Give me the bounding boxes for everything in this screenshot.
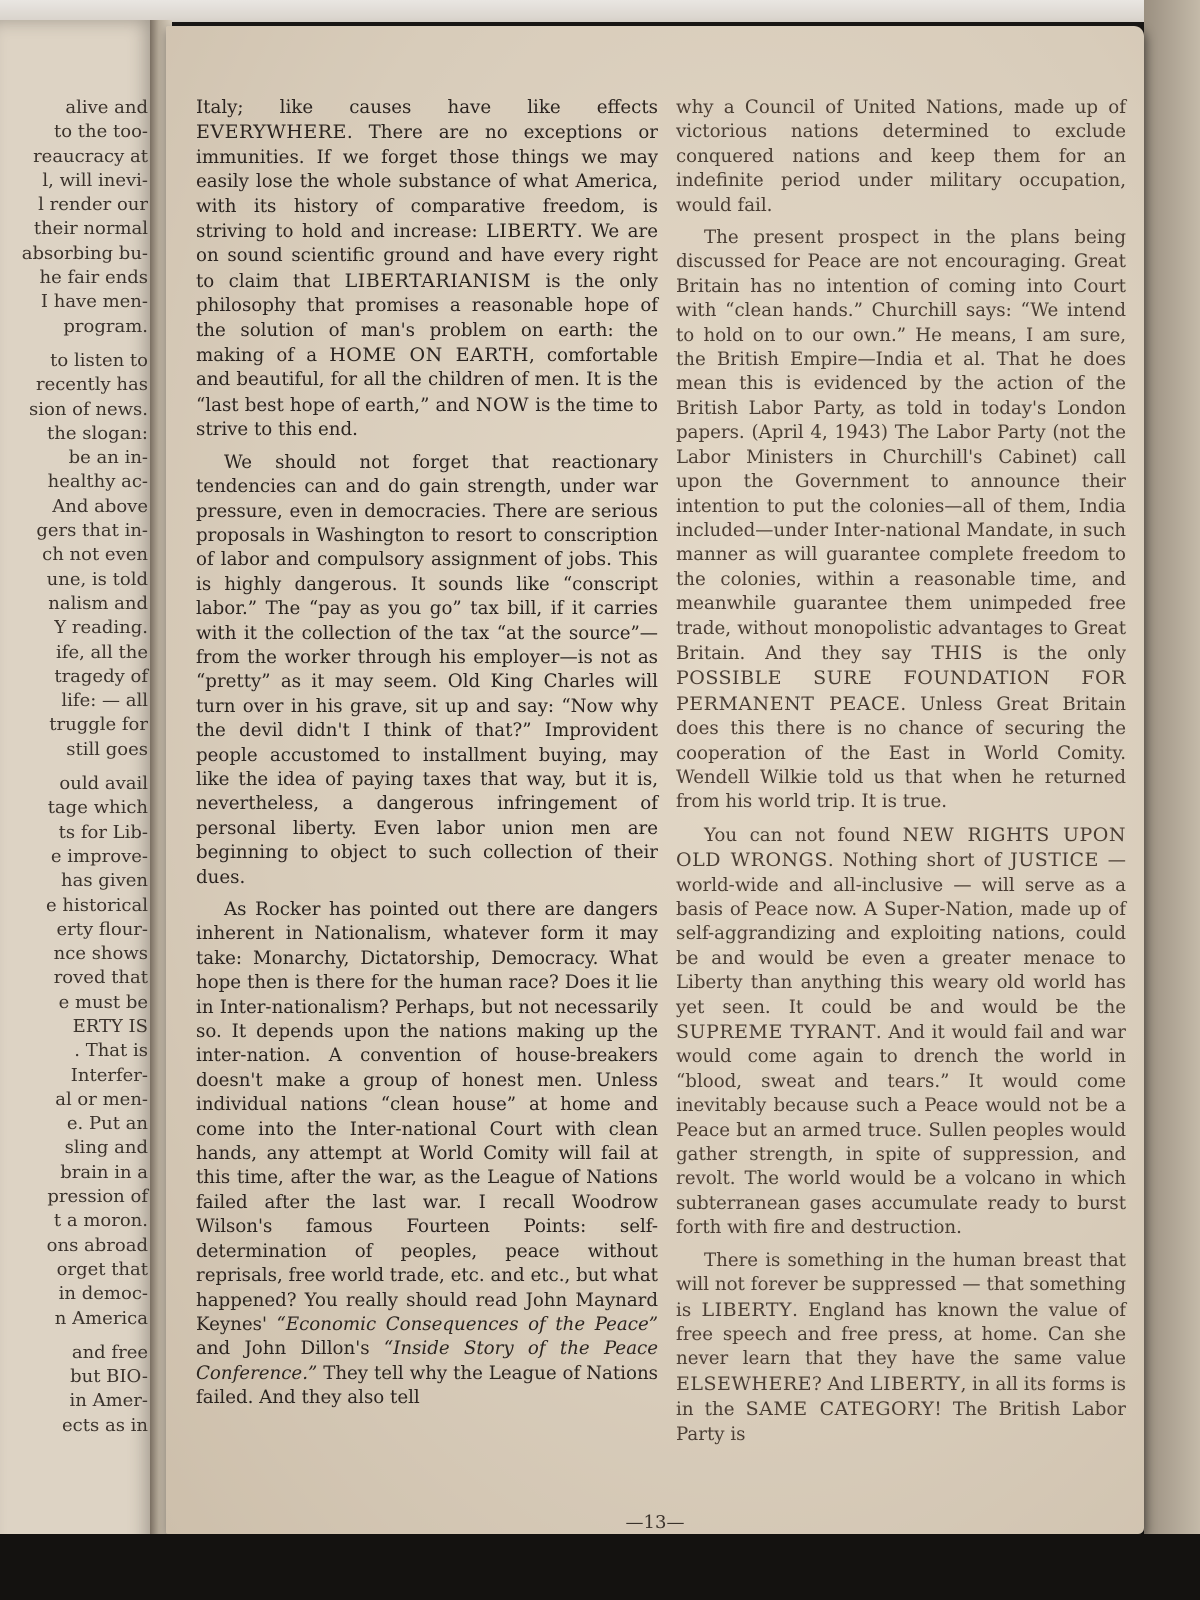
text-run: Italy; like causes have like effects: [196, 97, 658, 118]
text-run: The present prospect in the plans being discussed for Peace are not encouraging. Great Britain has no intention of coming into Court with “clean hands.” Churchill says: “We intend to hold on to our own.” He means, I am sure, the British Empire—India et al. That he does mean this is evidenced by the action of the British Labor Party, as told in today's London papers. (April 4, 1943) The Labor Party (not the Labor Ministers in Churchill's Cabinet) call upon the Government to announce their intention to put the colonies—all of them, India included—under Inter-national Mandate, in such manner as will guarantee complete freedom to the colonies, within a reasonable time, and meanwhile guarantee them unimpeded free trade, without monopolistic advantages to Great Britain. And they say: [676, 227, 1126, 664]
left-page-line: he fair ends: [39, 267, 148, 289]
left-page-line: nalism and: [48, 592, 148, 614]
left-page-line: e must be: [58, 991, 148, 1013]
left-page-line: Interfer-: [70, 1064, 148, 1086]
paragraph: [196, 898, 658, 1411]
left-page-text: [0, 96, 148, 1448]
caps-text: LIBERTARIANISM: [344, 269, 532, 292]
left-page-line: be an in-: [68, 447, 148, 469]
left-page-line: e historical: [46, 894, 148, 916]
left-page-line: e improve-: [50, 845, 148, 867]
left-page-line: and free: [71, 1341, 148, 1363]
text-run: . There are no exceptions or immunities. If we forget those things we may easily lose the whole substance of what America, with its history of comparative freedom, is striving to hold and increase:: [196, 122, 658, 243]
text-run: is the only philosophy that promises a reasonable hope of the solution of man's problem on earth: the making of a: [196, 270, 658, 367]
left-page-line: absorbing bu-: [21, 242, 148, 264]
left-page-line: l render our: [38, 194, 148, 216]
left-page-line: . That is: [74, 1040, 148, 1062]
left-page-line: n America: [54, 1307, 148, 1329]
left-page-line: truggle for: [49, 714, 148, 736]
background-right: [1144, 0, 1200, 1600]
left-page-line: pression of: [47, 1186, 148, 1208]
italic-title: “Inside Story of the Peace Conference.”: [196, 1338, 658, 1384]
left-page-line: And above: [52, 495, 148, 517]
left-page-line: I have men-: [40, 291, 148, 313]
left-page-line: but BIO-: [70, 1366, 148, 1388]
left-page-line: sling and: [64, 1137, 148, 1159]
page-number: —13—: [625, 1512, 685, 1533]
text-run: . England has known the value of free speech and free press, at home. Can she never learn that they have the same value: [676, 1299, 1127, 1370]
left-page-line: nce shows: [53, 943, 148, 965]
text-run: ? And: [812, 1373, 870, 1395]
left-page-line: brain in a: [60, 1161, 148, 1183]
left-page-line: e. Put an: [66, 1113, 148, 1135]
paragraph: [676, 823, 1126, 1241]
caps-text: ELSEWHERE: [676, 1372, 813, 1395]
text-run: is the time to strive to this end.: [196, 394, 658, 441]
left-page-line: their normal: [33, 218, 148, 240]
left-page-line: une, is told: [46, 568, 148, 590]
paragraph: We should not forget that reactionary tendencies can and do gain strength, under war pressure, even in democracies. There are serious proposals in Washington to resort to conscription of labor and compulsory assignment of jobs. This is highly dangerous. It sounds like “conscript labor.” The “pay as you go” tax bill, if it carries with it the collection of the tax “at the source”—from the worker through his employer—is not as “pretty” as it may seem. Old King Charles will turn over in his grave, sit up and say: “Now why the devil didn't I think of that?” Improvident people accustomed to installment buying, may like the idea of paying taxes that way, but it is, nevertheless, a dangerous infringement of personal liberty. Even labor union men are beginning to object to such collection of their dues.: [196, 451, 658, 888]
text-run: , comfortable and beautiful, for all the children of men. It is the “last best hope of earth,” and: [196, 345, 658, 416]
text-run: ! The British Labor Party is: [676, 1399, 1126, 1445]
left-page-line: sion of news.: [29, 398, 148, 420]
left-page-line: ERTY IS: [72, 1015, 148, 1037]
caps-text: NOW: [475, 393, 530, 416]
background-top: [0, 0, 1200, 22]
left-page-line: healthy ac-: [47, 471, 148, 493]
left-page-line: tragedy of: [54, 665, 148, 687]
paragraph: [676, 1249, 1126, 1447]
text-run: There is something in the human breast that will not forever be suppressed — that something is: [676, 1249, 1126, 1321]
caps-text: SAME CATEGORY: [745, 1398, 935, 1421]
left-page-line: to listen to: [50, 349, 148, 371]
left-page-line: ts for Lib-: [58, 821, 148, 843]
column-left: [196, 96, 658, 1419]
paragraph: [196, 96, 658, 443]
left-page-line: orget that: [56, 1258, 148, 1280]
left-page-line: reaucracy at: [33, 145, 148, 167]
left-page-line: roved that: [53, 967, 148, 989]
left-page-line: ons abroad: [46, 1234, 148, 1256]
caps-text: SUPREME TYRANT: [676, 1021, 876, 1044]
text-run: You can not found: [704, 824, 903, 846]
left-page-line: ife, all the: [56, 641, 148, 663]
left-page-line: erty flour-: [56, 918, 148, 940]
left-page-line: l, will inevi-: [42, 169, 148, 191]
text-run: is the only: [983, 642, 1126, 664]
background-bottom: [0, 1534, 1200, 1600]
caps-text: JUSTICE: [1010, 849, 1099, 872]
left-page-line: al or men-: [55, 1088, 148, 1110]
paragraph: [676, 226, 1126, 815]
left-page-line: gers that in-: [36, 520, 148, 542]
caps-text: LIBERTY: [486, 220, 577, 243]
left-page-group: [0, 349, 148, 762]
text-run: , in all its forms is in the: [676, 1373, 1127, 1421]
caps-text: EVERYWHERE: [196, 121, 347, 144]
left-page-line: recently has: [35, 374, 148, 396]
text-run: and John Dillon's: [196, 1338, 384, 1360]
left-page-line: ects as in: [62, 1414, 148, 1436]
left-page-line: ch not even: [42, 544, 148, 566]
left-page-line: in Amer-: [69, 1390, 148, 1412]
caps-text: HOME ON EARTH: [329, 344, 529, 367]
text-run: . Unless Great Britain does this there is no chance of securing the cooperation of the East in World Comity. Wendell Wilkie told us that when he returned from his world trip. It is true.: [676, 693, 1126, 813]
caps-text: NEW RIGHTS UPON OLD WRONGS: [676, 823, 1126, 872]
left-page-group: [0, 772, 148, 1331]
left-page-line: in democ-: [58, 1283, 148, 1305]
left-page-line: Y reading.: [54, 617, 148, 639]
caps-text: LIBERTY: [701, 1298, 793, 1321]
paragraph: why a Council of United Nations, made up of victorious nations determined to exclude conquered nations and keep them for an indefinite period under military occupation, would fail.: [676, 97, 1126, 216]
caps-text: LIBERTY: [869, 1372, 961, 1395]
left-page-line: life: — all: [61, 690, 148, 712]
left-page-line: still goes: [66, 738, 148, 760]
text-run: . We are on sound scientific ground and have every right to claim that: [196, 221, 658, 292]
text-run: — world-wide and all-inclusive — will serve as a basis of Peace now. A Super-Nation, made up of self-aggrandizing and exploiting nations, could be and would be even a greater menace to Liberty than anything this weary old world has yet seen. It could be and would be the: [676, 850, 1126, 1018]
left-page-line: ould avail: [59, 773, 148, 795]
left-page-group: [0, 1341, 148, 1438]
left-page-line: the slogan:: [47, 422, 148, 444]
text-run: . And it would fail and war would come again to drench the world in “blood, sweat and tears.” It would come inevitably because such a Peace would not be a Peace but an armed truce. Sullen peoples would gather strength, in spite of suppression, and revolt. The world would be a volcano in which subterranean gases accumulate ready to burst forth with fire and destruction.: [676, 1022, 1126, 1239]
italic-title: “Economic Consequences of the Peace”: [276, 1313, 658, 1335]
caps-text: THIS: [931, 641, 984, 664]
left-page-line: tage which: [47, 797, 148, 819]
left-page-line: t a moron.: [53, 1210, 148, 1232]
text-run: They tell why the League of Nations failed. And they also tell: [196, 1362, 658, 1409]
left-page-line: alive and: [65, 97, 148, 118]
left-page-line: has given: [61, 870, 148, 892]
text-run: . Nothing short of: [827, 850, 1011, 872]
caps-text: POSSIBLE SURE FOUNDATION FOR PERMANENT PEACE: [676, 667, 1126, 715]
column-right: [676, 96, 1126, 1455]
text-run: As Rocker has pointed out there are dangers inherent in Nationalism, whatever form it may take: Monarchy, Dictatorship, Democracy. What hope then is there for the human race? Does it lie in Inter-nationalism? Perhaps, but not necessarily so. It depends upon the nations making up the inter-nation. A convention of house-breakers doesn't make a group of honest men. Unless individual nations “clean house” at home and come into the Inter-national Court with clean hands, any attempt at World Comity will fail at this time, after the war, as the League of Nations failed after the last war. I recall Woodrow Wilson's famous Fourteen Points: self-determination of peoples, peace without reprisals, free world trade, etc. and etc., but what happened? You really should read John Maynard Keynes': [196, 899, 658, 1335]
left-page: [0, 20, 158, 1560]
left-page-group: [0, 96, 148, 339]
left-page-line: program.: [63, 315, 148, 337]
left-page-line: to the too-: [54, 121, 148, 143]
right-page: [166, 26, 1144, 1534]
